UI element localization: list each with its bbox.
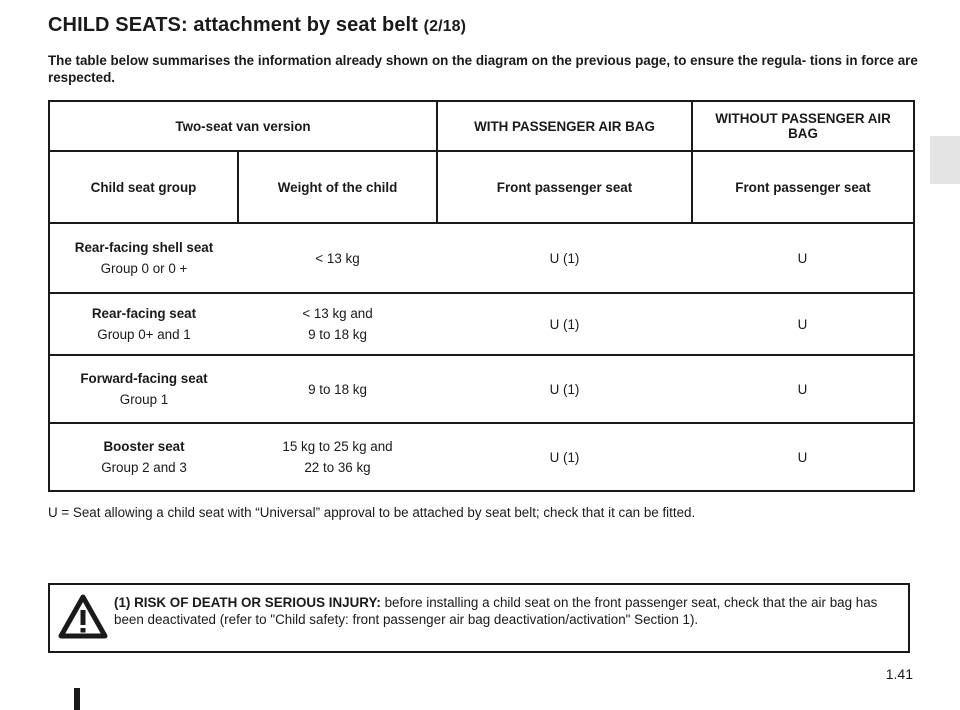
without-airbag-cell: U — [692, 223, 914, 293]
title-text: CHILD SEATS: attachment by seat belt — [48, 14, 418, 36]
group-cell — [49, 223, 238, 293]
section-tab-marker — [930, 136, 960, 184]
seat-group: Group 1 — [119, 392, 169, 407]
universal-footnote: U = Seat allowing a child seat with “Universal” approval to be attached by seat belt; check that it can be fitted. — [48, 505, 696, 520]
child-seat-table — [48, 100, 915, 492]
intro-paragraph: The table below summarises the information already shown on the diagram on the previous page, to ensure the regula- tions in force are respected. — [48, 53, 918, 85]
page-corner-mark — [74, 688, 80, 710]
seat-type: Forward-facing seat — [80, 371, 208, 386]
weight-line: 15 kg to 25 kg and — [282, 439, 393, 454]
warning-text — [114, 594, 900, 628]
header-version: Two-seat van version — [49, 101, 437, 151]
warning-box — [48, 583, 910, 653]
subheader-cell: Child seat group — [49, 151, 238, 223]
seat-group: Group 0+ and 1 — [97, 327, 191, 342]
without-airbag-cell: U — [692, 293, 914, 355]
seat-group: Group 0 or 0 + — [100, 261, 188, 276]
table-row — [49, 223, 914, 293]
page-ref: (2/18) — [423, 18, 467, 35]
with-airbag-cell: U (1) — [437, 293, 692, 355]
group-cell — [49, 423, 238, 491]
group-cell — [49, 355, 238, 423]
table-row — [49, 423, 914, 491]
group-cell — [49, 293, 238, 355]
subheader-cell: Front passenger seat — [692, 151, 914, 223]
warning-lead: (1) RISK OF DEATH OR SERIOUS INJURY: — [114, 595, 381, 610]
weight-cell — [238, 293, 437, 355]
table-subheader-row — [49, 151, 914, 223]
subheader-cell: Weight of the child — [238, 151, 437, 223]
subheader-cell: Front passenger seat — [437, 151, 692, 223]
weight-line: < 13 kg and — [302, 306, 373, 321]
seat-type: Booster seat — [103, 439, 185, 454]
without-airbag-cell: U — [692, 423, 914, 491]
without-airbag-cell: U — [692, 355, 914, 423]
seat-group: Group 2 and 3 — [101, 460, 187, 475]
table-row — [49, 355, 914, 423]
warning-triangle-icon — [58, 594, 108, 640]
header-without-airbag: WITHOUT PASSENGER AIR BAG — [692, 101, 914, 151]
weight-line: 9 to 18 kg — [308, 327, 367, 342]
weight-cell — [238, 423, 437, 491]
with-airbag-cell: U (1) — [437, 355, 692, 423]
with-airbag-cell: U (1) — [437, 423, 692, 491]
weight-cell — [238, 223, 437, 293]
with-airbag-cell: U (1) — [437, 223, 692, 293]
warning-body: before installing a child seat on the front passenger seat, check that the air bag has been deactivated (refer to "Child safety: front passenger air bag deactivation/activation" Section 1). — [114, 595, 878, 627]
weight-line: 9 to 18 kg — [308, 381, 367, 397]
weight-line: < 13 kg — [315, 250, 360, 266]
table-row — [49, 293, 914, 355]
weight-cell — [238, 355, 437, 423]
header-with-airbag: WITH PASSENGER AIR BAG — [437, 101, 692, 151]
table-header-row — [49, 101, 914, 151]
seat-type: Rear-facing seat — [91, 306, 197, 321]
page-title — [48, 14, 466, 37]
page-number: 1.41 — [885, 666, 913, 682]
seat-type: Rear-facing shell seat — [74, 240, 214, 255]
weight-line: 22 to 36 kg — [304, 460, 371, 475]
